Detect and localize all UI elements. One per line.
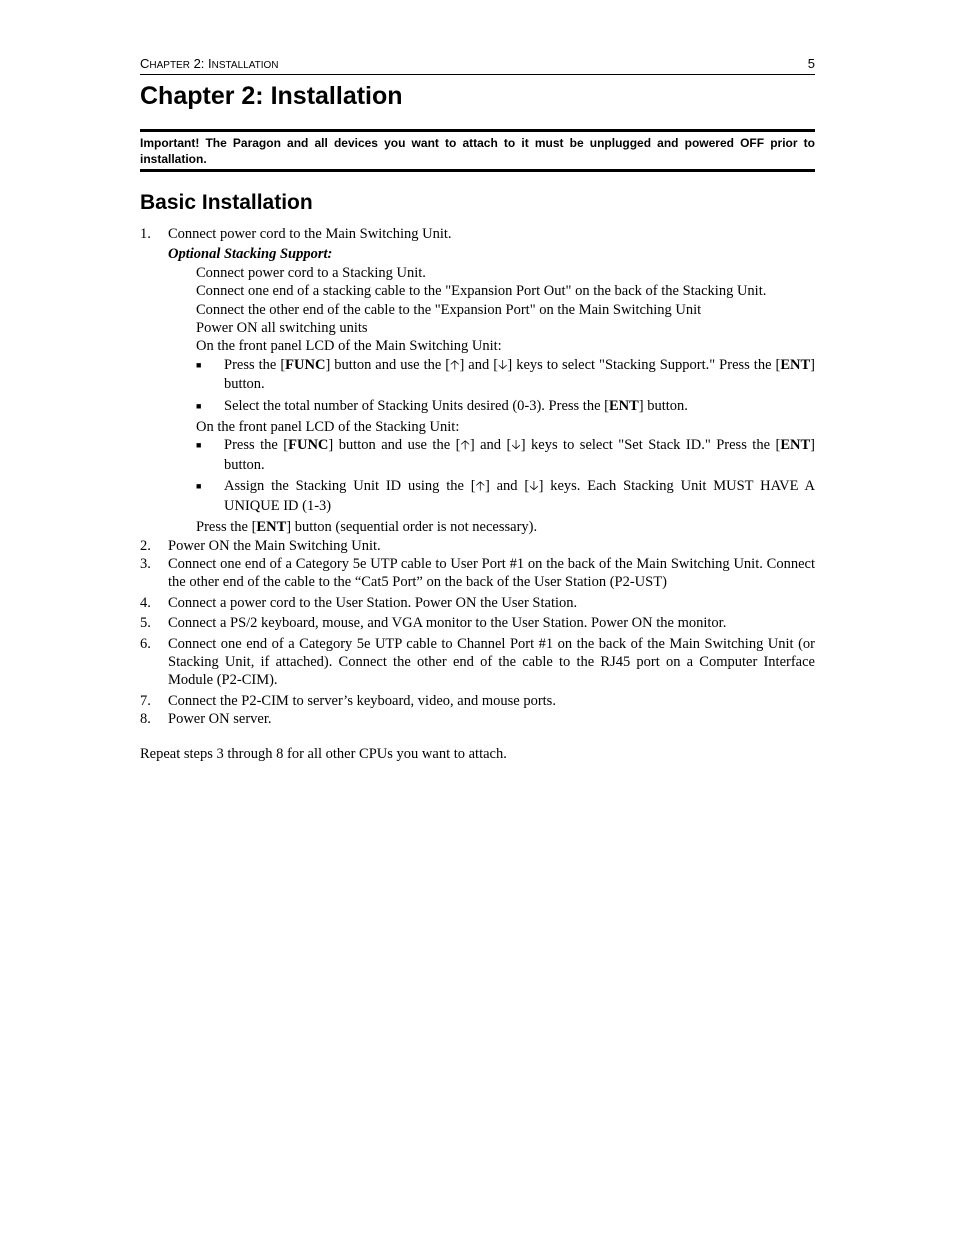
running-header-chapter: CHAPTER 2: INSTALLATION <box>140 56 279 71</box>
bullet-item: ■ Press the [FUNC] button and use the [🡡] and [🡣] keys to select "Set Stack ID." Press the [ENT] button. <box>196 437 815 473</box>
up-arrow-icon: 🡡 <box>460 438 470 454</box>
down-arrow-icon: 🡣 <box>529 479 539 495</box>
step-text: Connect the P2-CIM to server’s keyboard, video, and mouse ports. <box>168 692 556 709</box>
step-6 <box>140 635 815 690</box>
optional-line: Press the [ENT] button (sequential order is not necessary). <box>196 519 538 536</box>
optional-line: Power ON all switching units <box>196 320 368 337</box>
step-number: 1. <box>140 226 151 242</box>
running-header <box>140 55 815 75</box>
step-number: 5. <box>140 615 151 632</box>
step-4 <box>140 594 815 612</box>
optional-stacking-title: Optional Stacking Support: <box>168 246 333 263</box>
step-text: Connect one end of a Category 5e UTP cable to User Port #1 on the back of the Main Switching Unit. Connect the other end of the cable to the “Cat5 Port” on the back of the User Station (P2-UST) <box>168 555 815 591</box>
bullet-mark: ■ <box>196 359 202 370</box>
optional-line: On the front panel LCD of the Stacking Unit: <box>196 419 460 436</box>
step-text: Power ON server. <box>168 711 272 728</box>
installation-steps <box>140 225 815 729</box>
step-text: Connect a power cord to the User Station. Power ON the User Station. <box>168 594 578 611</box>
down-arrow-icon: 🡣 <box>511 438 521 454</box>
important-notice: Important! The Paragon and all devices you want to attach to it must be unplugged and powered OFF prior to installation. <box>140 129 815 172</box>
closing-note: Repeat steps 3 through 8 for all other CPUs you want to attach. <box>140 746 507 762</box>
up-arrow-icon: 🡡 <box>475 479 485 495</box>
step-text: Power ON the Main Switching Unit. <box>168 537 381 554</box>
step-number: 8. <box>140 711 151 728</box>
optional-line: On the front panel LCD of the Main Switching Unit: <box>196 338 502 355</box>
bullet-item: ■ Press the [FUNC] button and use the [🡡] and [🡣] keys to select "Stacking Support." Press the [ENT] button. <box>196 356 815 393</box>
step-text: Connect a PS/2 keyboard, mouse, and VGA monitor to the User Station. Power ON the monitor. <box>168 615 727 632</box>
step-1 <box>140 225 815 243</box>
step-7 <box>140 692 815 710</box>
page-number: 5 <box>807 56 815 71</box>
bullet-mark: ■ <box>196 440 202 451</box>
optional-line: Connect one end of a stacking cable to the "Expansion Port Out" on the back of the Stacking Unit. <box>196 283 767 300</box>
optional-line: Connect the other end of the cable to the "Expansion Port" on the Main Switching Unit <box>196 301 702 318</box>
step-5 <box>140 614 815 632</box>
step-3 <box>140 555 815 592</box>
step-number: 6. <box>140 635 151 652</box>
step-text: Connect power cord to the Main Switching Unit. <box>168 226 452 242</box>
step-number: 3. <box>140 555 151 572</box>
step-text: Connect one end of a Category 5e UTP cable to Channel Port #1 on the back of the Main Switching Unit (or Stacking Unit, if attached). Connect the other end of the cable to the RJ45 port on a Computer Interface Module (P2-CIM). <box>168 635 815 689</box>
optional-line: Connect power cord to a Stacking Unit. <box>196 264 426 281</box>
step-2 <box>140 537 815 555</box>
chapter-title: Chapter 2: Installation <box>140 82 403 110</box>
step-number: 2. <box>140 537 151 554</box>
up-arrow-icon: 🡡 <box>450 357 460 373</box>
step-number: 7. <box>140 692 151 709</box>
section-title: Basic Installation <box>140 191 313 214</box>
down-arrow-icon: 🡣 <box>498 357 508 373</box>
bullet-mark: ■ <box>196 400 202 411</box>
step-number: 4. <box>140 594 151 611</box>
bullet-item: ■ Assign the Stacking Unit ID using the [🡡] and [🡣] keys. Each Stacking Unit MUST HAVE A UNIQUE ID (1-3) <box>196 478 816 514</box>
bullet-mark: ■ <box>196 481 202 492</box>
bullet-item: ■ Select the total number of Stacking Units desired (0-3). Press the [ENT] button. <box>196 397 688 414</box>
step-8 <box>140 710 815 728</box>
